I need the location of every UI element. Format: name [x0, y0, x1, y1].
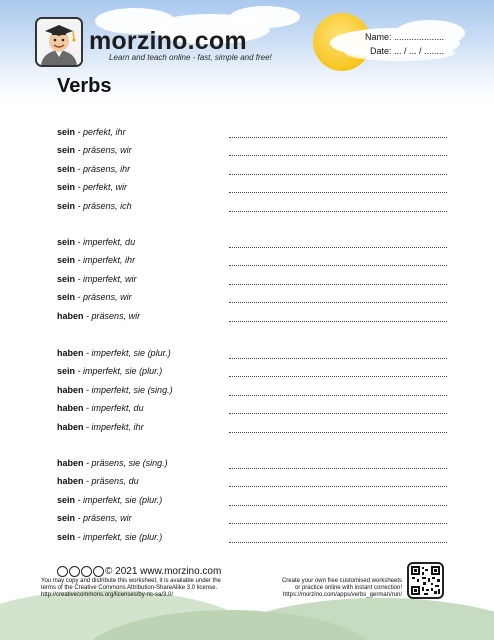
answer-line[interactable] [229, 503, 447, 506]
exercise-separator: - [86, 476, 90, 487]
name-field: Name: .................... [364, 32, 444, 42]
exercise-verb: haben [57, 348, 84, 358]
exercise-verb: sein [57, 513, 76, 524]
exercise-form: imperfekt, du [83, 237, 136, 247]
brand-tagline: Learn and teach online - fast, simple and free! [109, 53, 272, 62]
answer-line[interactable] [229, 393, 447, 396]
exercise-form: präsens, wir [83, 145, 132, 156]
license-link[interactable]: http://creativecommons.org/licenses/by-nc-sa/3.0/ [41, 592, 174, 599]
exercise-row [57, 495, 447, 508]
exercise-verb: sein [57, 494, 76, 505]
exercise-separator: - [86, 458, 90, 468]
exercise-verb: haben [57, 310, 84, 321]
exercise-separator: - [77, 273, 81, 284]
exercise-form: imperfekt, du [91, 403, 144, 414]
answer-line[interactable] [229, 374, 447, 377]
exercise-prompt [57, 513, 132, 523]
exercise-verb: sein [57, 237, 76, 247]
exercise-separator: - [77, 200, 81, 211]
exercise-prompt [57, 292, 132, 302]
exercise-row [57, 476, 447, 489]
exercise-separator: - [86, 348, 90, 358]
exercise-row [57, 311, 447, 324]
exercise-row [57, 422, 447, 435]
exercise-separator: - [77, 145, 81, 156]
license-line: terms of the Creative Commons Attribution-ShareAlike 3.0 license. [41, 585, 218, 592]
exercise-prompt [57, 311, 140, 321]
exercise-row [57, 292, 447, 305]
exercise-row [57, 458, 447, 471]
exercise-form: imperfekt, ihr [83, 255, 136, 266]
exercise-form: präsens, du [91, 476, 139, 487]
answer-line[interactable] [229, 484, 447, 487]
exercise-separator: - [77, 237, 81, 247]
exercise-form: präsens, ihr [83, 163, 131, 174]
exercise-row [57, 127, 447, 140]
promo-text [222, 578, 402, 600]
exercise-prompt [57, 274, 137, 284]
answer-line[interactable] [229, 356, 447, 359]
logo-graduate-icon [35, 17, 83, 67]
answer-line[interactable] [229, 300, 447, 303]
promo-line: Create your own free customised worksheets [281, 578, 402, 584]
exercise-row [57, 274, 447, 287]
exercise-form: imperfekt, wir [83, 273, 137, 284]
license-line: You may copy and distribute this worksheet, it is available under the [41, 578, 221, 584]
exercise-separator: - [77, 255, 81, 266]
answer-line[interactable] [229, 282, 447, 285]
exercise-separator: - [77, 182, 81, 193]
exercise-prompt [57, 201, 132, 211]
exercise-row [57, 403, 447, 416]
exercise-prompt [57, 127, 126, 137]
answer-line[interactable] [229, 245, 447, 248]
exercise-row [57, 513, 447, 526]
answer-line[interactable] [229, 209, 447, 212]
date-field: Date: ... / ... / ........ [369, 46, 444, 56]
copyright-text: © 2021 www.morzino.com [105, 566, 222, 577]
exercise-prompt [57, 403, 144, 413]
exercise-separator: - [77, 366, 81, 377]
exercise-row [57, 366, 447, 379]
answer-line[interactable] [229, 190, 447, 193]
exercise-prompt [57, 366, 162, 376]
answer-line[interactable] [229, 319, 447, 322]
exercise-verb: haben [57, 458, 84, 468]
exercise-separator: - [77, 292, 81, 303]
exercise-prompt [57, 255, 135, 265]
exercise-verb: haben [57, 476, 84, 487]
exercise-form: imperfekt, sie (plur.) [83, 366, 163, 377]
exercise-verb: sein [57, 531, 76, 542]
exercise-separator: - [77, 163, 81, 174]
exercise-verb: haben [57, 403, 84, 414]
exercise-verb: sein [57, 127, 76, 137]
exercise-separator: - [86, 403, 90, 414]
exercise-form: imperfekt, sie (plur.) [91, 348, 171, 358]
exercise-prompt [57, 532, 162, 542]
exercise-separator: - [86, 310, 90, 321]
exercise-verb: haben [57, 421, 84, 432]
exercise-form: präsens, wir [91, 310, 141, 321]
exercise-verb: sein [57, 200, 76, 211]
exercise-row [57, 385, 447, 398]
exercise-verb: sein [57, 273, 76, 284]
exercise-prompt [57, 422, 144, 432]
exercise-row [57, 182, 447, 195]
answer-line[interactable] [229, 521, 447, 524]
exercise-row [57, 201, 447, 214]
exercise-separator: - [77, 127, 81, 137]
brand-name: morzino.com [89, 27, 247, 55]
exercise-verb: sein [57, 145, 76, 156]
answer-line[interactable] [229, 540, 447, 543]
promo-link[interactable]: https://morzino.com/apps/verbs_german/run/ [282, 592, 402, 599]
exercise-form: präsens, wir [83, 513, 132, 524]
exercise-form: präsens, sie (sing.) [91, 458, 168, 468]
answer-line[interactable] [229, 411, 447, 414]
exercise-verb: haben [57, 384, 84, 395]
exercise-separator: - [77, 513, 81, 524]
exercise-verb: sein [57, 182, 76, 193]
exercise-verb: sein [57, 255, 76, 266]
exercise-prompt [57, 348, 171, 358]
answer-line[interactable] [229, 172, 447, 175]
exercise-prompt [57, 385, 173, 395]
exercise-prompt [57, 476, 139, 486]
exercise-row [57, 532, 447, 545]
answer-line[interactable] [229, 430, 447, 433]
exercise-verb: sein [57, 163, 76, 174]
exercise-form: präsens, wir [83, 292, 132, 303]
exercise-prompt [57, 495, 162, 505]
exercise-prompt [57, 182, 127, 192]
exercise-separator: - [77, 494, 81, 505]
exercise-row [57, 348, 447, 361]
answer-line[interactable] [229, 263, 447, 266]
worksheet-title: Verbs [57, 75, 112, 97]
exercise-form: imperfekt, ihr [91, 421, 144, 432]
answer-line[interactable] [229, 135, 447, 138]
exercise-form: imperfekt, sie (sing.) [91, 384, 173, 395]
exercise-separator: - [86, 421, 90, 432]
creative-commons-icon [57, 566, 103, 578]
exercise-form: präsens, ich [83, 200, 132, 211]
exercise-form: perfekt, wir [83, 182, 128, 193]
exercise-form: perfekt, ihr [83, 127, 126, 137]
answer-line[interactable] [229, 466, 447, 469]
qr-code-icon[interactable] [407, 562, 444, 599]
exercise-prompt [57, 145, 132, 155]
answer-line[interactable] [229, 153, 447, 156]
exercise-verb: sein [57, 366, 76, 377]
cloud [230, 6, 300, 28]
exercise-row [57, 237, 447, 250]
exercise-row [57, 145, 447, 158]
promo-line: or practice online with instant correction! [294, 585, 402, 592]
exercise-prompt [57, 237, 135, 247]
exercise-form: imperfekt, sie (plur.) [83, 494, 163, 505]
exercise-prompt [57, 164, 130, 174]
exercise-verb: sein [57, 292, 76, 303]
exercise-separator: - [77, 531, 81, 542]
exercise-separator: - [86, 384, 90, 395]
exercise-row [57, 164, 447, 177]
exercise-prompt [57, 458, 168, 468]
license-text [41, 578, 241, 600]
exercise-row [57, 255, 447, 268]
exercise-form: imperfekt, sie (plur.) [83, 531, 163, 542]
